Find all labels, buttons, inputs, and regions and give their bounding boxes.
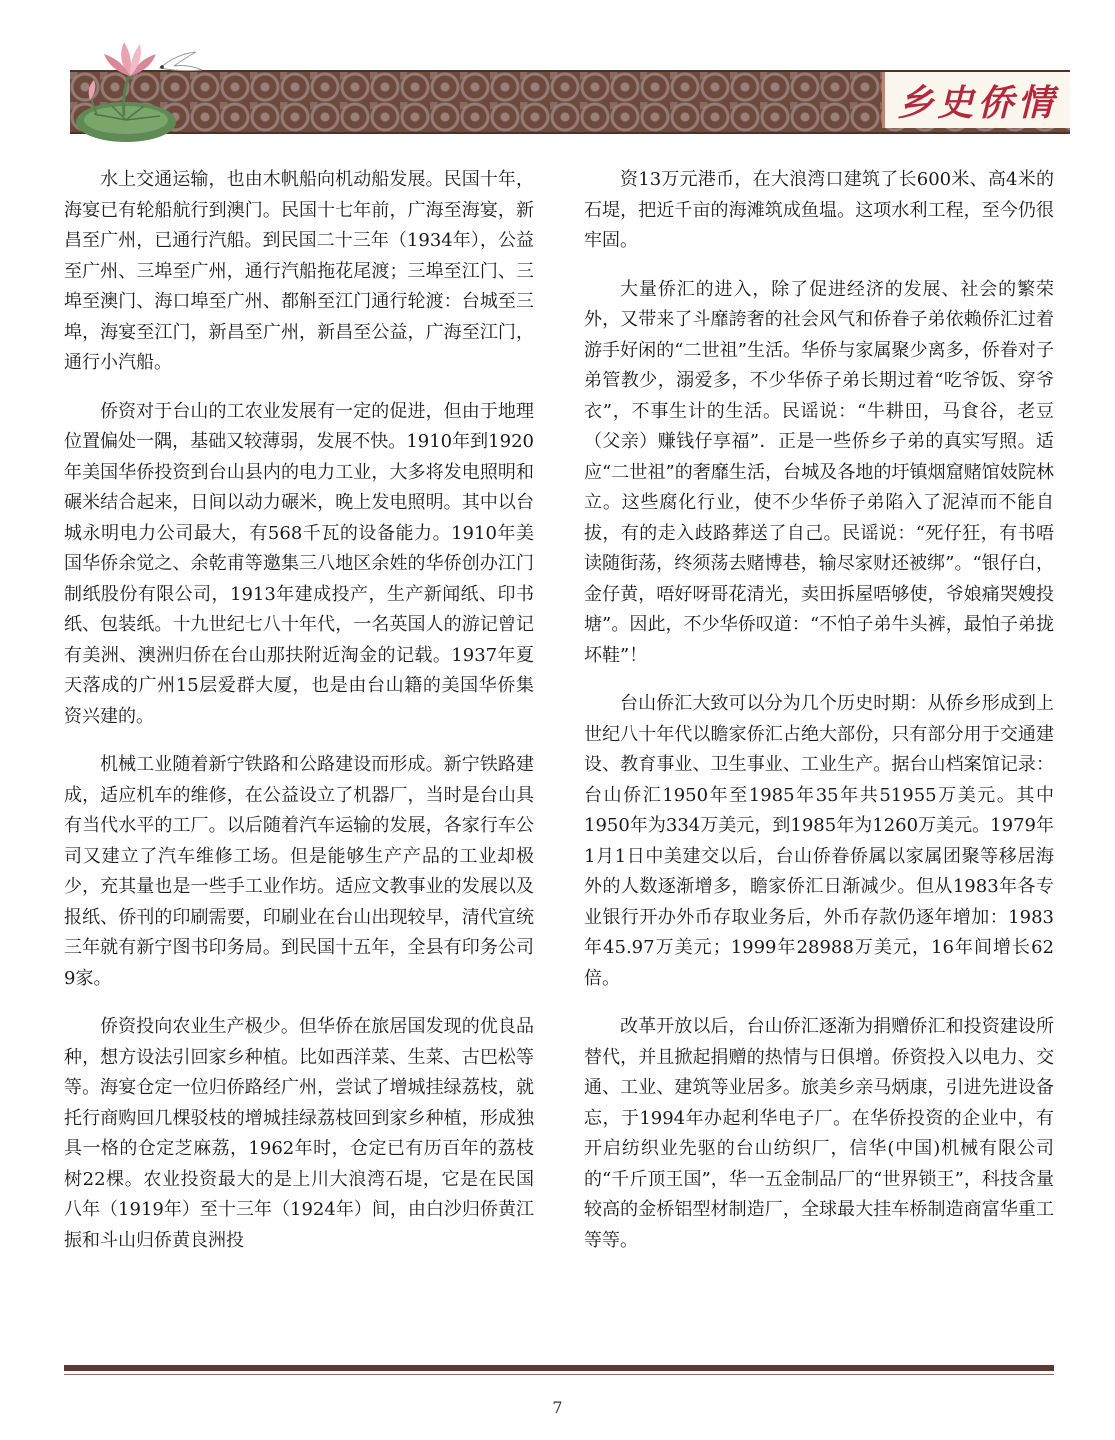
section-title: 乡史侨情 [897, 81, 1058, 124]
paragraph: 资13万元港币，在大浪湾口建筑了长600米、高4米的石堤，把近千亩的海滩筑成鱼塭。这项水利工程，至今仍很牢固。 [584, 169, 1054, 251]
paragraph: 台山侨汇大致可以分为几个历史时期：从侨乡形成到上世纪八十年代以瞻家侨汇占绝大部份，只有部分用于交通建设、教育事业、卫生事业、工业生产。据台山档案馆记录：台山侨汇1950年至1985年35年共51955万美元。其中1950年为334万美元，到1985年为1260万美元。1979年1月1日中美建交以后，台山侨眷侨属以家属团聚等移居海外的人数逐渐增多，瞻家侨汇日渐减少。但从1983年各专业银行开办外币存取业务后，外币存款仍逐年增加：1983年45.97万美元；1999年28988万美元，16年间增长62倍。 [584, 693, 1054, 989]
paragraph: 侨资投向农业生产极少。但华侨在旅居国发现的优良品种，想方设法引回家乡种植。比如西洋菜、生菜、古巴松等等。海宴仓定一位归侨路经广州，尝试了增城挂绿荔枝，就托行商购回几棵驳枝的增城挂绿荔枝回到家乡种植，形成独具一格的仓定芝麻荔，1962年时，仓定已有历百年的荔枝树22棵。农业投资最大的是上川大浪湾石堤，它是在民国八年（1919年）至十三年（1924年）间，由白沙归侨黄江振和斗山归侨黄良洲投 [64, 1016, 534, 1251]
page-header [0, 0, 1115, 150]
paragraph: 侨资对于台山的工农业发展有一定的促进，但由于地理位置偏处一隅，基础又较薄弱，发展不快。1910年到1920年美国华侨投资到台山县内的电力工业，大多将发电照明和碾米结合起来，日间以动力碾米，晚上发电照明。其中以台城永明电力公司最大，有568千瓦的设备能力。1910年美国华侨余觉之、余乾甫等邀集三八地区余姓的华侨创办江门制纸股份有限公司，1913年建成投产，生产新闻纸、印书纸、包装纸。十九世纪七八十年代，一名英国人的游记曾记有美洲、澳洲归侨在台山那扶附近淘金的记载。1937年夏天落成的广州15层爱群大厦，也是由台山籍的美国华侨集资兴建的。 [64, 400, 534, 727]
paragraph: 大量侨汇的进入，除了促进经济的发展、社会的繁荣外，又带来了斗靡誇奢的社会风气和侨眷子弟依赖侨汇过着游手好闲的“二世祖”生活。华侨与家属聚少离多，侨眷对子弟管教少，溺爱多，不少华侨子弟长期过着“吃爷饭、穿爷衣”，不事生计的生活。民谣说：“牛耕田，马食谷，老豆（父亲）赚钱仔享福”．正是一些侨乡子弟的真实写照。适应“二世祖”的奢靡生活，台城及各地的圩镇烟窟赌馆妓院林立。这些腐化行业，使不少华侨子弟陷入了泥淖而不能自拔，有的走入歧路葬送了自己。民谣说：“死仔狂，有书唔读随街荡，终须荡去赌博巷，输尽家财还被绑”。“银仔白，金仔黄，唔好呀哥花清光，卖田拆屋唔够使，爷娘痛哭嫂投塘”。因此，不少华侨叹道：“不怕子弟牛头裤，最怕子弟拢坏鞋”！ [584, 278, 1054, 666]
lotus-icon [64, 30, 214, 150]
left-column [64, 165, 534, 1274]
right-column [584, 165, 1054, 1274]
footer-rule-thin [64, 1374, 1054, 1375]
footer-rule [64, 1365, 1054, 1371]
paragraph: 水上交通运输，也由木帆船向机动船发展。民国十年，海宴已有轮船航行到澳门。民国十七年前，广海至海宴，新昌至广州，已通行汽船。到民国二十三年（1934年），公益至广州、三埠至广州，通行汽船拖花尾渡；三埠至江门、三埠至澳门、海口埠至广州、都斛至江门通行轮渡：台城至三埠，海宴至江门，新昌至广州，新昌至公益，广海至江门，通行小汽船。 [64, 169, 534, 373]
page-number: 7 [552, 1398, 563, 1417]
paragraph: 改革开放以后，台山侨汇逐渐为捐赠侨汇和投资建设所替代，并且掀起捐赠的热情与日俱增。侨资投入以电力、交通、工业、建筑等业居多。旅美乡亲马炳康，引进先进设备忘，于1994年办起利华电子厂。在华侨投资的企业中，有开启纺织业先驱的台山纺织厂，信华(中国)机械有限公司的“千斤顶王国”，华一五金制品厂的“世界锁王”，科技含量较高的金桥铝型材制造厂，全球最大挂车桥制造商富华重工等等。 [584, 1016, 1054, 1251]
section-title-box [882, 72, 1070, 128]
paragraph: 机械工业随着新宁铁路和公路建设而形成。新宁铁路建成，适应机车的维修，在公益设立了机器厂，当时是台山具有当代水平的工厂。以后随着汽车运输的发展，各家行车公司又建立了汽车维修工场。但是能够生产产品的工业却极少，充其量也是一些手工业作坊。适应文教事业的发展以及报纸、侨刊的印刷需要，印刷业在台山出现较早，清代宣统三年就有新宁图书印务局。到民国十五年，全县有印务公司9家。 [64, 754, 534, 989]
